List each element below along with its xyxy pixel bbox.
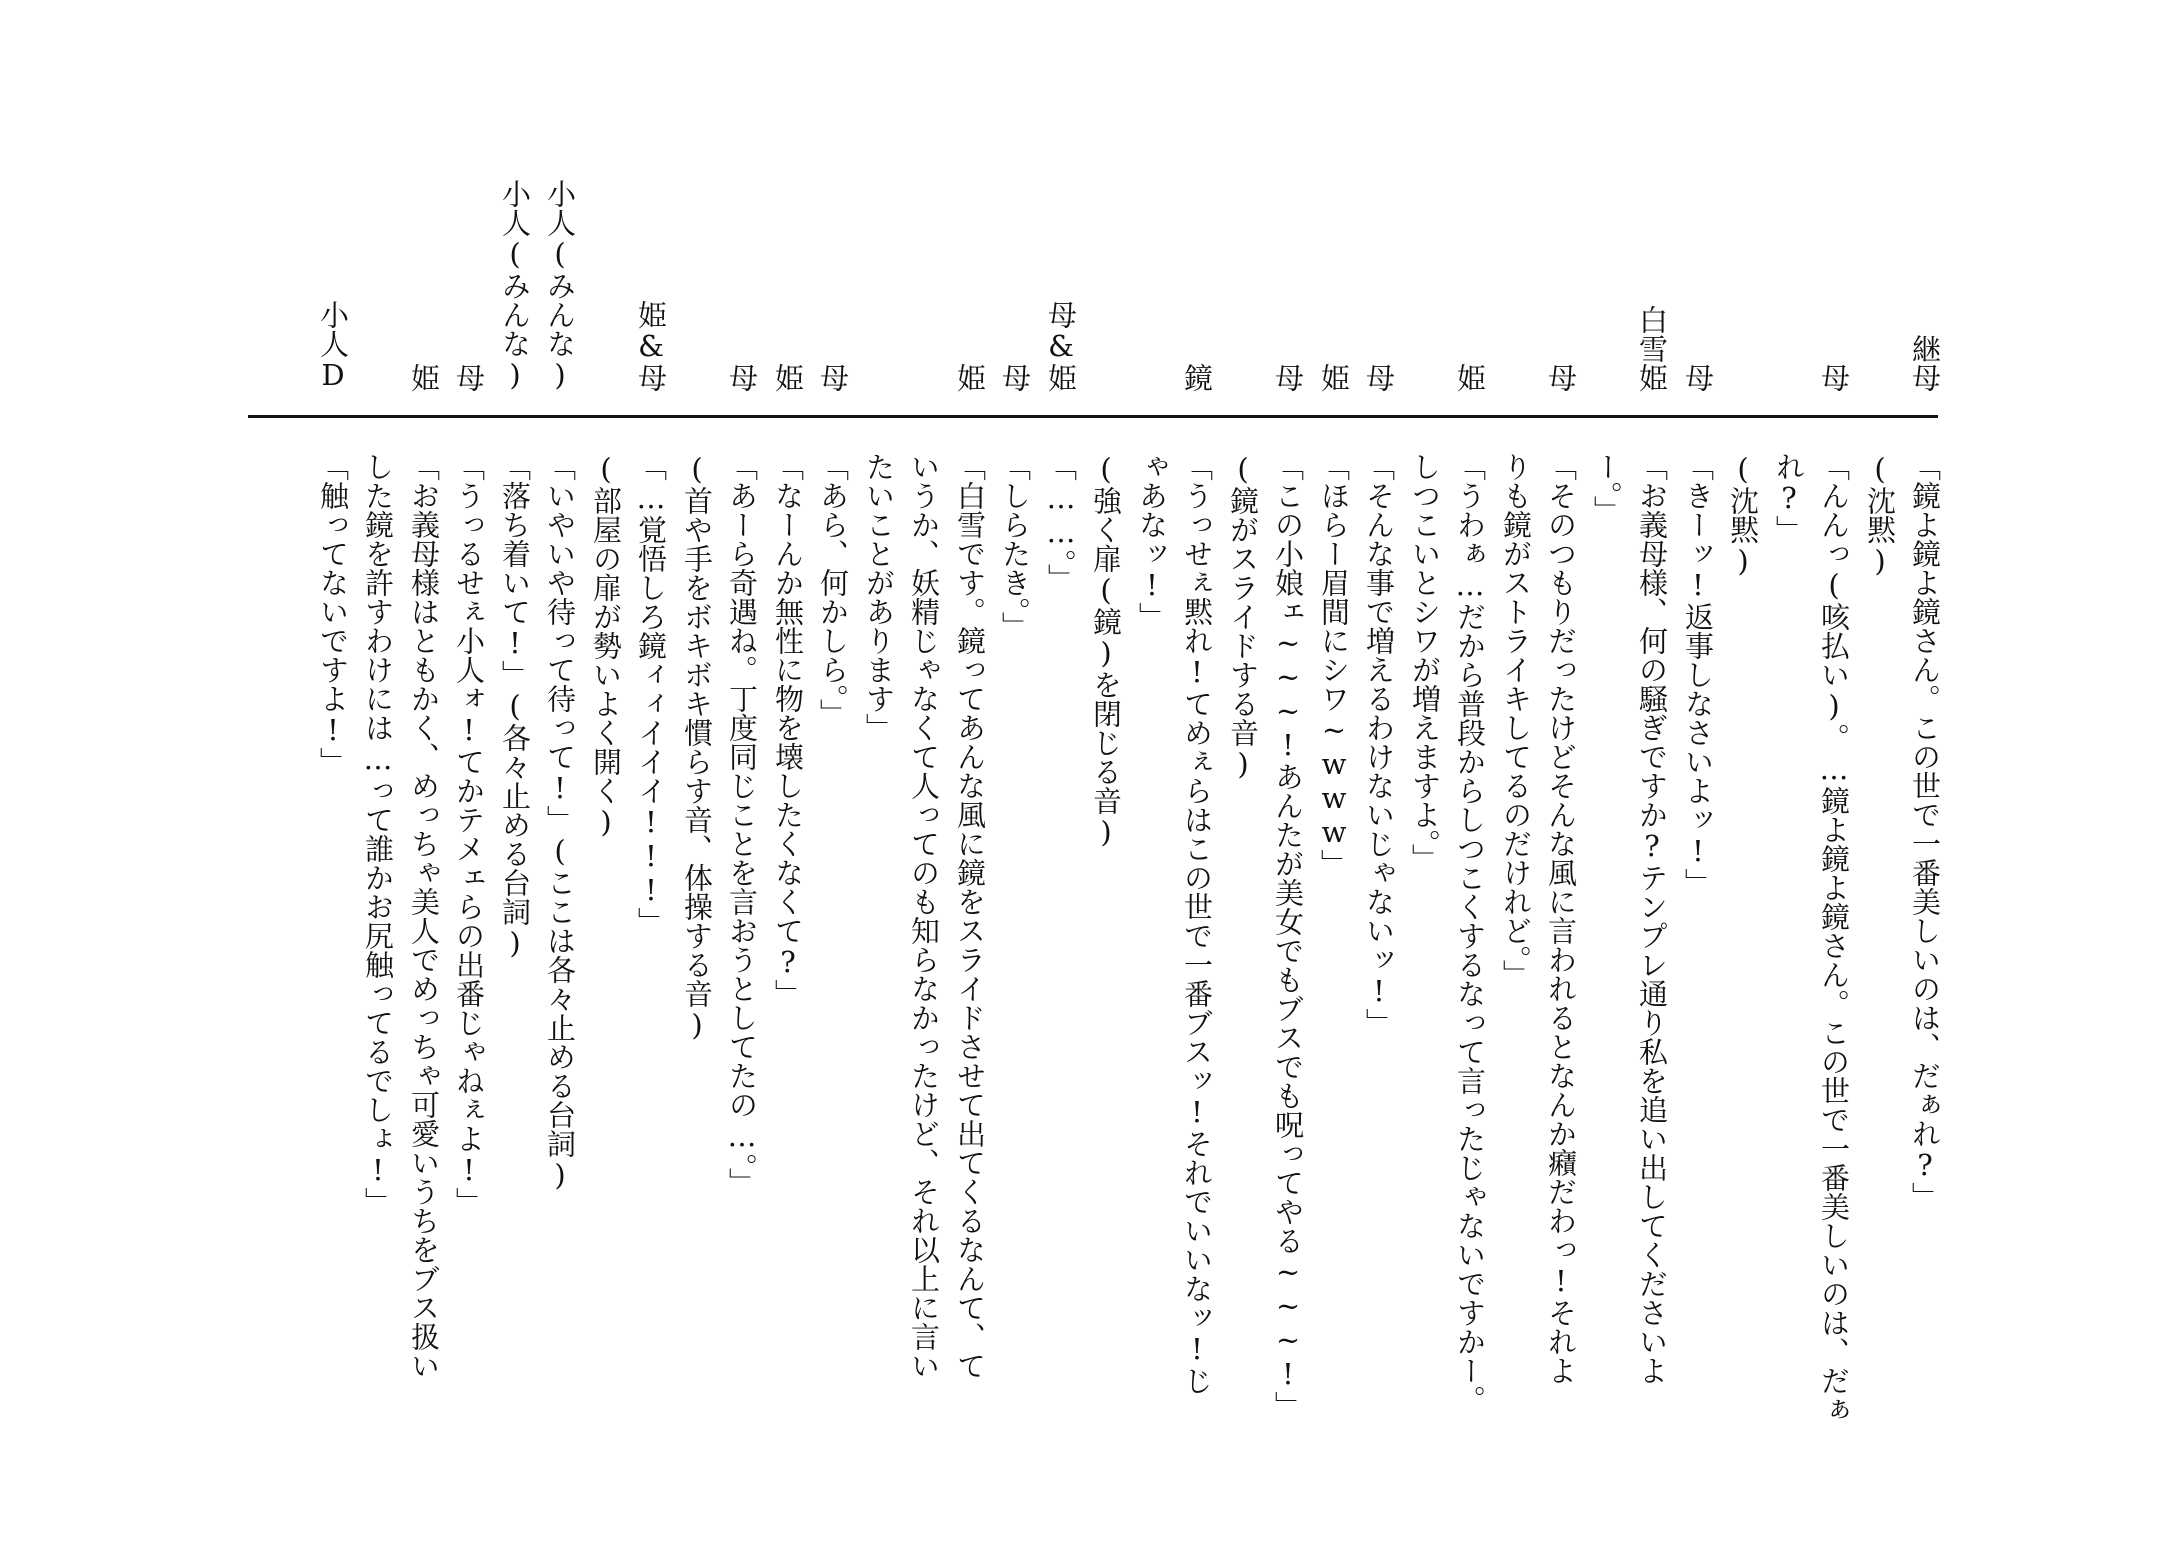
speaker-label: 姫 [953, 363, 987, 392]
speaker-label: 白雪姫 [1635, 305, 1669, 392]
script-column [722, 0, 762, 1544]
dialogue-line: 「そのつもりだったけどそんな風に言われるとなんか癪だわっ!それよ [1544, 452, 1578, 1385]
speaker-label: 鏡 [1180, 363, 1214, 392]
dialogue-line: 「……。」 [1044, 452, 1078, 593]
script-column [1041, 0, 1081, 1544]
dialogue-line: 「きーッ!返事しなさいよッ!」 [1681, 452, 1715, 897]
speaker-label: 母 [998, 363, 1032, 392]
speaker-label: 姫 [1317, 363, 1351, 392]
speaker-name [1450, 0, 1490, 392]
script-column [1132, 0, 1172, 1544]
speaker-name [1314, 0, 1354, 392]
dialogue-line: 「この小娘ェ~~~!あんたが美女でもブスでも呪ってやる~~~!」 [1271, 452, 1305, 1420]
speaker-name [495, 0, 535, 392]
script-column [1905, 0, 1945, 1544]
dialogue-line: 「あら、何かしら。」 [816, 452, 850, 728]
script-column [1496, 0, 1536, 1544]
dialogue-line: (首や手をボキボキ慣らす音、体操する音) [680, 452, 714, 1042]
script-column [1541, 0, 1581, 1544]
script-column [1177, 0, 1217, 1544]
script-column [1405, 0, 1445, 1544]
speaker-name [768, 0, 808, 392]
script-column [449, 0, 489, 1544]
script-column [1860, 0, 1900, 1544]
dialogue-line: 「うわぁ…だから普段からしつこくするなって言ったじゃないですかー。 [1453, 452, 1487, 1414]
speaker-label: 母 [1271, 363, 1305, 392]
speaker-name [313, 0, 353, 392]
dialogue-line: 「うっせぇ黙れ!てめぇらはこの世で一番ブスッ!それでいいなッ!じ [1180, 452, 1214, 1395]
dialogue-line: りも鏡がストライキしてるのだけれど。」 [1499, 452, 1533, 989]
speaker-name [1905, 0, 1945, 392]
speaker-label: 母&姫 [1044, 300, 1078, 392]
speaker-name [1086, 0, 1126, 392]
dialogue-line: れ?」 [1772, 452, 1806, 544]
dialogue-line: 「お義母様はともかく、めっちゃ美人でめっちゃ可愛いうちをブス扱い [407, 452, 441, 1380]
script-column [1086, 0, 1126, 1544]
speaker-label: 母 [1681, 363, 1715, 392]
script-column [1314, 0, 1354, 1544]
script-column [1268, 0, 1308, 1544]
speaker-label: 小人(みんな) [543, 179, 577, 392]
dialogue-line: 「いやいや待って待って!」(ここは各々止める台詞) [543, 452, 577, 1192]
script-column [677, 0, 717, 1544]
speaker-name [950, 0, 990, 392]
speaker-name [449, 0, 489, 392]
script-column [631, 0, 671, 1544]
speaker-name [586, 0, 626, 392]
script-column [1678, 0, 1718, 1544]
speaker-name [995, 0, 1035, 392]
speaker-label: 母 [816, 363, 850, 392]
dialogue-line: 「触ってないですよ!」 [316, 452, 350, 776]
speaker-name [1723, 0, 1763, 392]
dialogue-line: (鏡がスライドする音) [1226, 452, 1260, 781]
speaker-label: 姫 [407, 363, 441, 392]
speaker-name [1041, 0, 1081, 392]
dialogue-line: ー。」 [1590, 452, 1624, 525]
speaker-label: 姫&母 [634, 300, 668, 392]
speaker-name [1678, 0, 1718, 392]
dialogue-line: 「しらたき。」 [998, 452, 1032, 641]
script-column [1814, 0, 1854, 1544]
speaker-name [1632, 0, 1672, 392]
dialogue-line: いうか、妖精じゃなくて人ってのも知らなかったけど、それ以上に言い [907, 452, 941, 1380]
speaker-name [631, 0, 671, 392]
dialogue-line: 「そんな事で増えるわけないじゃないッ!」 [1362, 452, 1396, 1037]
speaker-name [540, 0, 580, 392]
dialogue-line: 「お義母様、何の騒ぎですか?テンプレ通り私を追い出してくださいよ [1635, 452, 1669, 1385]
speaker-name [1587, 0, 1627, 392]
dialogue-line: 「なーんか無性に物を壊したくなくて?」 [771, 452, 805, 1008]
dialogue-line: した鏡を許すわけには…って誰かお尻触ってるでしょ!」 [361, 452, 395, 1216]
script-column [1587, 0, 1627, 1544]
dialogue-line: 「白雪です。鏡ってあんな風に鏡をスライドさせて出てくるなんて、て [953, 452, 987, 1380]
speaker-name [722, 0, 762, 392]
dialogue-line: 「落ち着いて!」(各々止める台詞) [498, 452, 532, 960]
dialogue-line: 「…覚悟しろ鏡ィィイイイ!!!」 [634, 452, 668, 936]
script-column [1632, 0, 1672, 1544]
script-column [540, 0, 580, 1544]
dialogue-line: (強く扉(鏡)を閉じる音) [1089, 452, 1123, 849]
dialogue-line: (沈黙) [1863, 452, 1897, 578]
dialogue-line: たいことがあります」 [862, 452, 896, 742]
speaker-name [404, 0, 444, 392]
speaker-name [1268, 0, 1308, 392]
dialogue-line: (沈黙) [1726, 452, 1760, 578]
dialogue-line: しつこいとシワが増えますよ。」 [1408, 452, 1442, 873]
speaker-name [358, 0, 398, 392]
script-column [404, 0, 444, 1544]
speaker-name [1132, 0, 1172, 392]
dialogue-line: 「んんっ(咳払い)。…鏡よ鏡よ鏡さん。この世で一番美しいのは、だぁ [1817, 452, 1851, 1424]
speaker-label: 姫 [771, 363, 805, 392]
speaker-label: 小人D [316, 300, 350, 392]
speaker-label: 母 [1817, 363, 1851, 392]
speaker-name [813, 0, 853, 392]
dialogue-line: 「ほらー眉間にシワ~www」 [1317, 452, 1351, 878]
script-column [586, 0, 626, 1544]
speaker-divider [248, 415, 1938, 418]
speaker-label: 継母 [1908, 334, 1942, 392]
script-column [859, 0, 899, 1544]
speaker-name [1359, 0, 1399, 392]
script-column [1359, 0, 1399, 1544]
speaker-name [1405, 0, 1445, 392]
speaker-name [1814, 0, 1854, 392]
speaker-label: 姫 [1453, 363, 1487, 392]
script-column [950, 0, 990, 1544]
speaker-name [904, 0, 944, 392]
speaker-name [1860, 0, 1900, 392]
script-column [768, 0, 808, 1544]
speaker-label: 母 [725, 363, 759, 392]
speaker-name [1769, 0, 1809, 392]
dialogue-line: ゃあなッ!」 [1135, 452, 1169, 631]
script-column [813, 0, 853, 1544]
script-column [1223, 0, 1263, 1544]
speaker-label: 母 [452, 363, 486, 392]
dialogue-line: 「あーら奇遇ね。丁度同じことを言おうとしてたの…。」 [725, 452, 759, 1197]
script-column [495, 0, 535, 1544]
script-column [313, 0, 353, 1544]
speaker-name [677, 0, 717, 392]
script-column [358, 0, 398, 1544]
speaker-name [1223, 0, 1263, 392]
speaker-label: 母 [1544, 363, 1578, 392]
speaker-name [1177, 0, 1217, 392]
speaker-name [1496, 0, 1536, 392]
dialogue-line: 「鏡よ鏡よ鏡さん。この世で一番美しいのは、だぁれ?」 [1908, 452, 1942, 1211]
speaker-label: 母 [1362, 363, 1396, 392]
script-column [904, 0, 944, 1544]
speaker-label: 小人(みんな) [498, 179, 532, 392]
script-column [1769, 0, 1809, 1544]
script-column [995, 0, 1035, 1544]
dialogue-line: (部屋の扉が勢いよく開く) [589, 452, 623, 839]
speaker-name [859, 0, 899, 392]
dialogue-line: 「うっるせぇ小人ォ!てかテメェらの出番じゃねぇよ!」 [452, 452, 486, 1216]
script-column [1723, 0, 1763, 1544]
script-column [1450, 0, 1490, 1544]
speaker-name [1541, 0, 1581, 392]
